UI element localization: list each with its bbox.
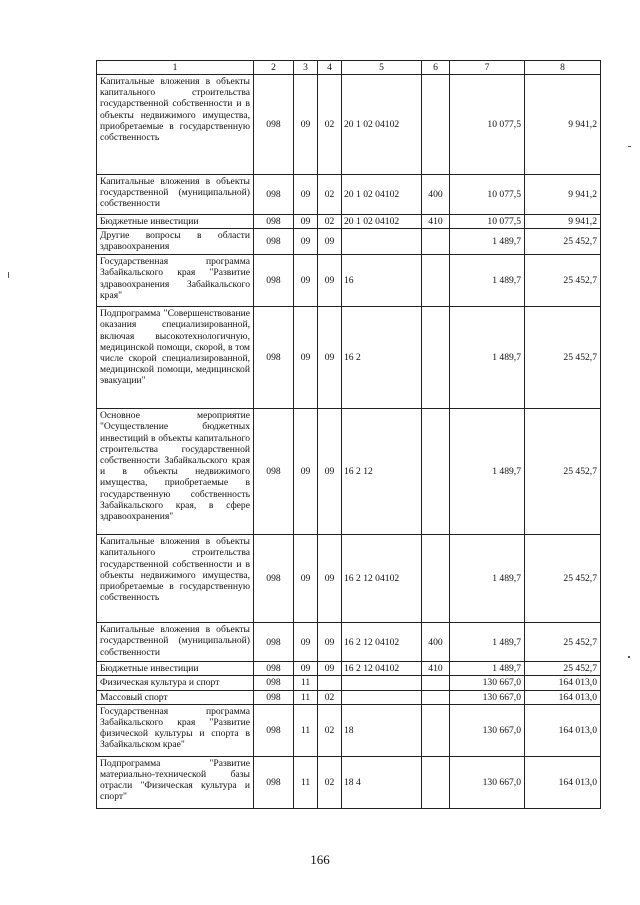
table-row [97,676,601,690]
row-amount-1: 10 077,5 [450,75,525,175]
row-ministry-code: 098 [254,676,294,690]
row-target-article [342,690,422,704]
row-ministry-code: 098 [254,704,294,756]
row-name: Основное мероприятие "Осуществление бюджетных инвестиций в объекты капитального строительства государственной собственности Забайкальского края и в объекты недвижимого имущества, приобретаемые в государственную собственность Забайкальского края, в сфере здравоохранения" [97,409,254,535]
table-row [97,307,601,409]
row-ministry-code: 098 [254,75,294,175]
row-ministry-code: 098 [254,175,294,215]
row-amount-2: 25 452,7 [525,307,601,409]
table-row [97,756,601,808]
row-expense-type [422,690,450,704]
row-amount-1: 1 489,7 [450,409,525,535]
row-ministry-code: 098 [254,409,294,535]
table-row [97,623,601,662]
table-row [97,690,601,704]
row-amount-1: 1 489,7 [450,307,525,409]
row-section: 09 [294,535,318,623]
row-section: 09 [294,409,318,535]
row-ministry-code: 098 [254,535,294,623]
row-subsection: 02 [318,690,342,704]
scan-artifact [8,272,9,278]
row-expense-type: 410 [422,215,450,229]
table-row [97,255,601,307]
row-amount-1: 1 489,7 [450,662,525,676]
row-name: Капитальные вложения в объекты капитального строительства государственной собственности и в объекты недвижимого имущества, приобретаемые в государственную собственность [97,535,254,623]
row-amount-1: 130 667,0 [450,704,525,756]
row-expense-type [422,704,450,756]
row-section: 11 [294,676,318,690]
row-name: Подпрограмма "Развитие материально-технической базы отрасли "Физическая культура и спорт" [97,756,254,808]
table-row [97,535,601,623]
row-target-article: 20 1 02 04102 [342,75,422,175]
row-section: 09 [294,662,318,676]
row-amount-2: 164 013,0 [525,676,601,690]
row-subsection: 09 [318,535,342,623]
table-row [97,409,601,535]
row-expense-type [422,255,450,307]
row-name: Другие вопросы в области здравоохранения [97,229,254,255]
row-name: Бюджетные инвестиции [97,215,254,229]
row-target-article [342,229,422,255]
scan-artifact [628,656,630,658]
row-expense-type [422,535,450,623]
row-section: 09 [294,229,318,255]
header-col-6: 6 [422,61,450,75]
row-amount-1: 1 489,7 [450,229,525,255]
row-ministry-code: 098 [254,756,294,808]
row-amount-2: 9 941,2 [525,215,601,229]
row-section: 11 [294,690,318,704]
row-subsection: 02 [318,175,342,215]
row-amount-2: 25 452,7 [525,662,601,676]
row-subsection: 02 [318,756,342,808]
row-expense-type [422,756,450,808]
row-name: Государственная программа Забайкальского края "Развитие физической культуры и спорта в Забайкальском крае" [97,704,254,756]
row-section: 09 [294,75,318,175]
row-amount-2: 9 941,2 [525,75,601,175]
row-target-article: 16 2 12 [342,409,422,535]
header-col-5: 5 [342,61,422,75]
table-row [97,175,601,215]
row-name: Государственная программа Забайкальского края "Развитие здравоохранения Забайкальского края" [97,255,254,307]
row-ministry-code: 098 [254,229,294,255]
row-amount-2: 25 452,7 [525,535,601,623]
row-expense-type [422,75,450,175]
row-amount-1: 130 667,0 [450,690,525,704]
row-name: Бюджетные инвестиции [97,662,254,676]
table-row [97,215,601,229]
row-section: 09 [294,215,318,229]
row-amount-2: 164 013,0 [525,690,601,704]
row-ministry-code: 098 [254,215,294,229]
header-col-7: 7 [450,61,525,75]
header-col-4: 4 [318,61,342,75]
row-expense-type: 400 [422,623,450,662]
row-name: Подпрограмма "Совершенствование оказания специализированной, включая высокотехнологичную, медицинской помощи, скорой, в том числе скорой специализированной, медицинской помощи, медицинской эвакуации" [97,307,254,409]
row-subsection: 09 [318,255,342,307]
row-section: 11 [294,756,318,808]
row-section: 09 [294,255,318,307]
header-col-8: 8 [525,61,601,75]
row-name: Капитальные вложения в объекты капитального строительства государственной собственности и в объекты недвижимого имущества, приобретаемые в государственную собственность [97,75,254,175]
row-name: Массовый спорт [97,690,254,704]
row-section: 09 [294,175,318,215]
row-amount-1: 130 667,0 [450,676,525,690]
header-col-3: 3 [294,61,318,75]
page-number: 166 [310,852,330,867]
row-target-article: 16 [342,255,422,307]
row-amount-2: 25 452,7 [525,229,601,255]
row-subsection: 09 [318,307,342,409]
row-ministry-code: 098 [254,690,294,704]
budget-table [96,60,601,809]
table-header-row [97,61,601,75]
row-subsection: 02 [318,215,342,229]
table-row [97,662,601,676]
row-target-article: 20 1 02 04102 [342,215,422,229]
header-col-2: 2 [254,61,294,75]
row-section: 11 [294,704,318,756]
row-ministry-code: 098 [254,307,294,409]
row-amount-1: 1 489,7 [450,535,525,623]
row-amount-2: 25 452,7 [525,623,601,662]
row-expense-type: 400 [422,175,450,215]
row-target-article: 20 1 02 04102 [342,175,422,215]
row-amount-1: 1 489,7 [450,255,525,307]
row-amount-1: 10 077,5 [450,175,525,215]
row-amount-2: 25 452,7 [525,255,601,307]
table-row [97,75,601,175]
row-target-article: 16 2 12 04102 [342,662,422,676]
row-expense-type [422,409,450,535]
row-amount-1: 10 077,5 [450,215,525,229]
row-ministry-code: 098 [254,623,294,662]
row-target-article [342,676,422,690]
row-amount-2: 164 013,0 [525,704,601,756]
row-amount-2: 164 013,0 [525,756,601,808]
row-subsection: 02 [318,75,342,175]
row-amount-2: 25 452,7 [525,409,601,535]
row-target-article: 18 [342,704,422,756]
row-target-article: 16 2 12 04102 [342,623,422,662]
table-row [97,704,601,756]
row-subsection: 09 [318,662,342,676]
row-name: Капитальные вложения в объекты государственной (муниципальной) собственности [97,623,254,662]
row-subsection: 09 [318,623,342,662]
row-subsection: 09 [318,229,342,255]
row-expense-type: 410 [422,662,450,676]
scan-artifact [628,146,631,147]
row-ministry-code: 098 [254,662,294,676]
row-name: Капитальные вложения в объекты государственной (муниципальной) собственности [97,175,254,215]
row-target-article: 18 4 [342,756,422,808]
row-ministry-code: 098 [254,255,294,307]
row-amount-1: 130 667,0 [450,756,525,808]
row-target-article: 16 2 [342,307,422,409]
row-section: 09 [294,623,318,662]
row-expense-type [422,307,450,409]
row-subsection [318,676,342,690]
row-amount-2: 9 941,2 [525,175,601,215]
row-target-article: 16 2 12 04102 [342,535,422,623]
row-section: 09 [294,307,318,409]
row-subsection: 02 [318,704,342,756]
row-expense-type [422,676,450,690]
table-row [97,229,601,255]
header-col-1: 1 [97,61,254,75]
row-amount-1: 1 489,7 [450,623,525,662]
row-expense-type [422,229,450,255]
row-name: Физическая культура и спорт [97,676,254,690]
row-subsection: 09 [318,409,342,535]
